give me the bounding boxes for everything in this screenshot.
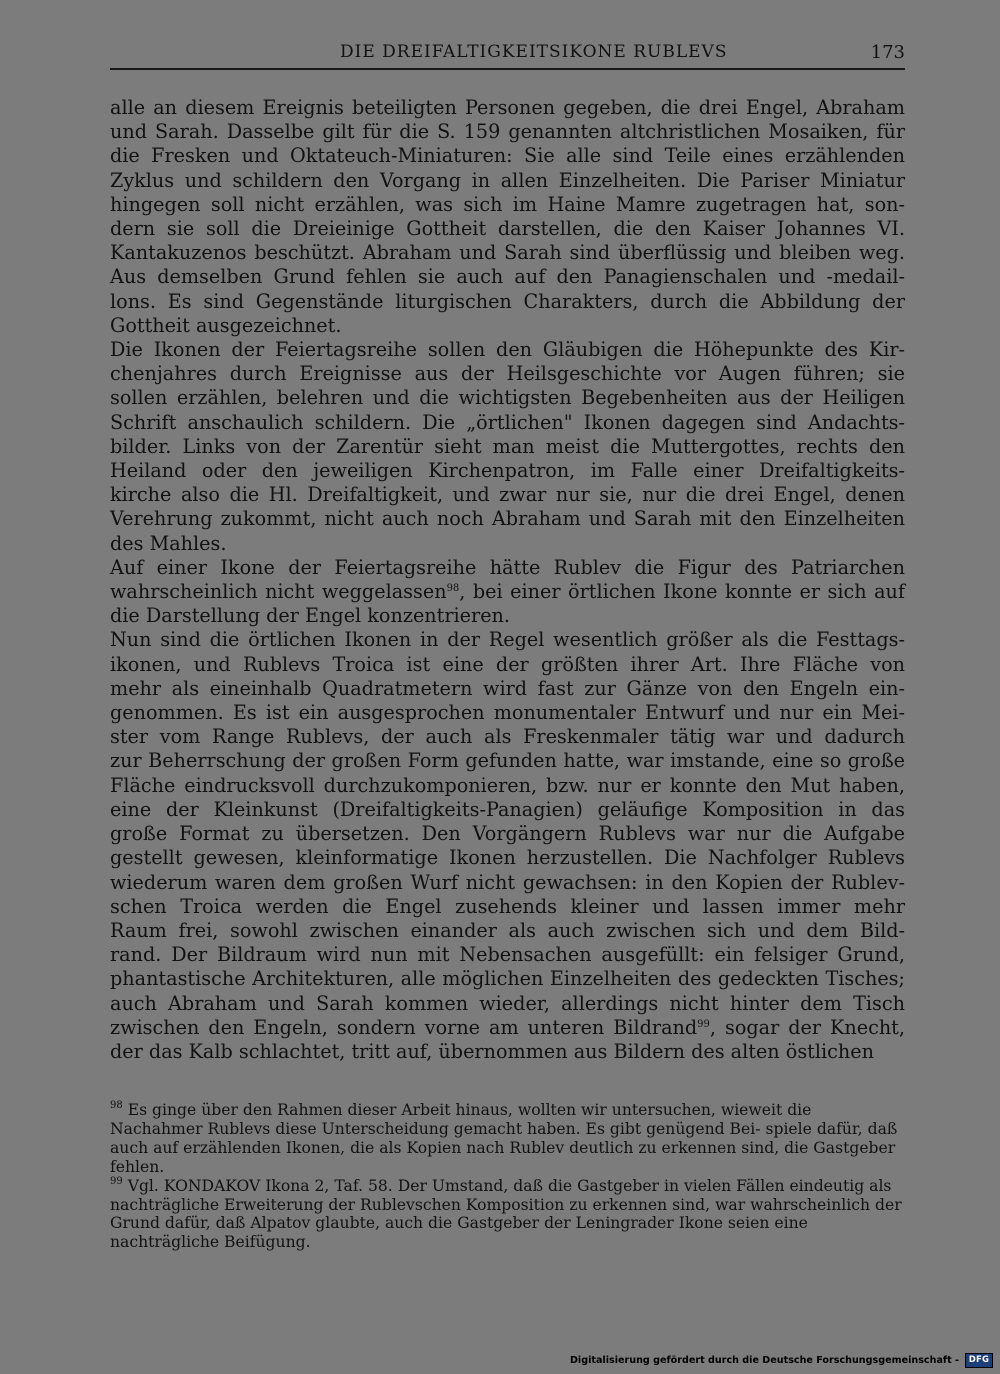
text-line: zwischen den Engeln, sondern vorne am unteren Bildrand$^{99}$, sogar der Knecht, (110, 1015, 905, 1039)
text-line: Aus demselben Grund fehlen sie auch auf den Panagienschalen und -medail- (110, 265, 905, 289)
footnote (110, 1177, 905, 1253)
text-line: lons. Es sind Gegenstände liturgischen Charakters, durch die Abbildung der (110, 289, 905, 313)
paragraph (110, 96, 905, 338)
text-line: der das Kalb schlachtet, tritt auf, übernommen aus Bildern des alten östlichen (110, 1039, 874, 1063)
digitization-credit: Digitalisierung gefördert durch die Deutsche Forschungsgemeinschaft - (569, 1355, 959, 1366)
text-line: phantastische Architekturen, alle möglichen Einzelheiten des gedeckten Tisches; (110, 967, 905, 991)
text-line: zur Beherrschung der großen Form gefunden hatte, war imstande, eine so große (110, 749, 905, 773)
text-line: mehr als eineinhalb Quadratmetern wird fast zur Gänze von den Engeln ein- (110, 676, 905, 700)
text-line: gestellt gewesen, kleinformatige Ikonen herzustellen. Die Nachfolger Rublevs (110, 846, 905, 870)
text-line: wahrscheinlich nicht weggelassen$^{98}$, bei einer örtlichen Ikone konnte er sich auf (110, 580, 905, 604)
text-line: hingegen soll nicht erzählen, was sich im Haine Mamre zugetragen hat, son- (110, 192, 905, 216)
text-line: auch Abraham und Sarah kommen wieder, allerdings nicht hinter dem Tisch (110, 991, 905, 1015)
footnotes (110, 1101, 905, 1252)
text-line: bilder. Links von der Zarentür sieht man meist die Muttergottes, rechts den (110, 434, 905, 458)
text-line: kirche also die Hl. Dreifaltigkeit, und zwar nur sie, nur die drei Engel, denen (110, 483, 905, 507)
text-line: genommen. Es ist ein ausgesprochen monumentaler Entwurf und nur ein Mei- (110, 701, 905, 725)
footnote-text: Es ginge über den Rahmen dieser Arbeit hinaus, wollten wir untersuchen, wieweit die Nachahmer Rublevs diese Unterscheidung gemacht haben. Es gibt genügend Bei- spiele dafür, daß auch auf erzählenden Ikonen, die als Kopien nach Rublev deutlich zu erkennen sind, die Gastgeber fehlen. (110, 1101, 898, 1176)
footnote-reference[interactable]: 99 (697, 1018, 710, 1030)
text-line: rand. Der Bildraum wird nun mit Nebensachen ausgefüllt: ein felsiger Grund, (110, 943, 905, 967)
footnote (110, 1101, 905, 1177)
text-line: ikonen, und Rublevs Troica ist eine der größten ihrer Art. Ihre Fläche von (110, 652, 905, 676)
text-line: eine der Kleinkunst (Dreifaltigkeits-Panagien) geläufige Komposition in das (110, 797, 905, 821)
text-line: Kantakuzenos beschützt. Abraham und Sarah sind überflüssig und bleiben weg. (110, 241, 905, 265)
paragraph (110, 628, 905, 1064)
text-line: Die Ikonen der Feiertagsreihe sollen den Gläubigen die Höhepunkte des Kir- (110, 338, 905, 362)
text-line: sollen erzählen, belehren und die wichtigsten Begebenheiten aus der Heiligen (110, 386, 905, 410)
text-line: Fläche eindrucksvoll durchzukomponieren, bzw. nur er konnte den Mut haben, (110, 773, 905, 797)
text-line: große Format zu übersetzen. Den Vorgängern Rublevs war nur die Aufgabe (110, 822, 905, 846)
text-line: schen Troica werden die Engel zusehends kleiner und lassen immer mehr (110, 894, 905, 918)
text-line: ster vom Range Rublevs, der auch als Freskenmaler tätig war und dadurch (110, 725, 905, 749)
page-header (110, 42, 905, 70)
text-line: und Sarah. Dasselbe gilt für die S. 159 genannten altchristlichen Mosaiken, für (110, 120, 905, 144)
text-line: des Mahles. (110, 531, 227, 555)
text-line: Verehrung zukommt, nicht auch noch Abraham und Sarah mit den Einzelheiten (110, 507, 905, 531)
text-line: Nun sind die örtlichen Ikonen in der Regel wesentlich größer als die Festtags- (110, 628, 905, 652)
footnote-number: 98 (110, 1100, 123, 1111)
footnote-text: Vgl. KONDAKOV Ikona 2, Taf. 58. Der Umstand, daß die Gastgeber in vielen Fällen eindeutig als nachträgliche Erweiterung der Rublevschen Komposition zu erkennen sind, war wahrscheinlich der Grund dafür, daß Alpatov glaubte, auch die Gastgeber der Leningrader Ikone seien eine nachträgliche Beifügung. (110, 1176, 902, 1252)
footnote-reference[interactable]: 98 (446, 583, 460, 595)
text-line: Heiland oder den jeweiligen Kirchenpatron, im Falle einer Dreifaltigkeits- (110, 459, 905, 483)
paragraph (110, 338, 905, 556)
footnote-number: 99 (110, 1175, 123, 1187)
text-line: dern sie soll die Dreieinige Gottheit darstellen, die den Kaiser Johannes VI. (110, 217, 905, 241)
text-line: die Fresken und Oktateuch-Miniaturen: Sie alle sind Teile eines erzählenden (110, 144, 905, 168)
text-line: die Darstellung der Engel konzentrieren. (110, 604, 511, 628)
header-rule (110, 68, 905, 70)
text-line: Zyklus und schildern den Vorgang in allen Einzelheiten. Die Pariser Miniatur (110, 168, 905, 192)
text-line: Gottheit ausgezeichnet. (110, 313, 342, 337)
dfg-logo: DFG (965, 1353, 993, 1368)
text-line: alle an diesem Ereignis beteiligten Personen gegeben, die drei Engel, Abraham (110, 96, 905, 119)
text-line: wiederum waren dem großen Wurf nicht gewachsen: in den Kopien der Rublev- (110, 870, 905, 894)
page-number: 173 (870, 42, 905, 63)
text-line: Auf einer Ikone der Feiertagsreihe hätte Rublev die Figur des Patriarchen (110, 555, 905, 579)
paragraph (110, 556, 905, 629)
text-line: Raum frei, sowohl zwischen einander als auch zwischen sich und dem Bild- (110, 918, 905, 942)
running-title: DIE DREIFALTIGKEITSIKONE RUBLEVS (340, 42, 728, 62)
body-text (110, 96, 905, 1064)
text-line: chenjahres durch Ereignisse aus der Heilsgeschichte vor Augen führen; sie (110, 362, 905, 386)
text-line: Schrift anschaulich schildern. Die „örtlichen" Ikonen dagegen sind Andachts- (110, 410, 905, 434)
